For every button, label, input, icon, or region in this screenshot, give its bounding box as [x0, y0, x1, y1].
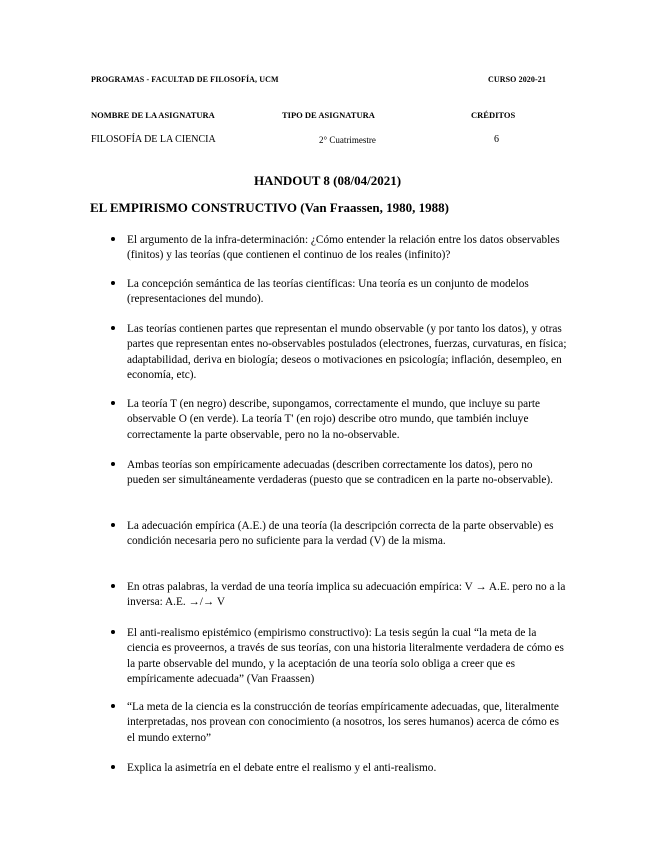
bullet-icon — [111, 237, 115, 241]
bullet-text: En otras palabras, la verdad de una teoría implica su adecuación empírica: V → A.E. pero no a la inversa: A.E. →/→ V — [127, 581, 566, 609]
label-credits: CRÉDITOS — [471, 110, 516, 120]
bullet-text: “La meta de la ciencia es la construcción de teorías empíricamente adecuadas, que, literalmente interpretadas, nos provean con conocimiento (a nosotros, los seres humanos) acerca de cómo es el mundo externo” — [127, 701, 559, 744]
bullet-text: Explica la asimetría en el debate entre el realismo y el anti-realismo. — [127, 762, 437, 774]
handout-title: HANDOUT 8 (08/04/2021) — [253, 173, 402, 188]
bullet-text: La teoría T (en negro) describe, supongamos, correctamente el mundo, que incluye su parte observable O (en verde). La teoría T' (en rojo) describe otro mundo, que también incluye correctamente la parte observable, pero no la no-observable. — [127, 398, 541, 441]
header-program: PROGRAMAS - FACULTAD DE FILOSOFÍA, UCM — [91, 75, 279, 84]
label-subject-name: NOMBRE DE LA ASIGNATURA — [91, 110, 215, 120]
bullet-icon — [111, 326, 115, 330]
bullet-icon — [111, 765, 115, 769]
bullet-text: Las teorías contienen partes que representan el mundo observable (y por tanto los datos), y otras partes que representan entes no-observables postulados (electrones, fuerzas, curvaturas, en física; adaptabilidad, deriva en biología; deseos o motivaciones en psicología; inflación, desempleo, en economía, etc). — [127, 323, 567, 382]
header-course: CURSO 2020-21 — [488, 75, 546, 84]
bullet-text: Ambas teorías son empíricamente adecuadas (describen correctamente los datos), pero no pueden ser simultáneamente verdaderas (puesto que se contradicen en la parte no-observable). — [127, 459, 553, 487]
bullet-text: El anti-realismo epistémico (empirismo constructivo): La tesis según la cual “la meta de la ciencia es proveernos, a través de sus teorías, con una historia literalmente verdadera de cómo es la parte observable del mundo, y la aceptación de una teoría solo obliga a creer que es empíricamente adecuada” (Van Fraassen) — [127, 627, 564, 686]
value-credits: 6 — [494, 134, 499, 145]
value-subject-type: 2° Cuatrimestre — [319, 135, 376, 145]
bullet-text: La adecuación empírica (A.E.) de una teoría (la descripción correcta de la parte observable) es condición necesaria pero no suficiente para la verdad (V) de la misma. — [127, 520, 554, 548]
value-subject-name: FILOSOFÍA DE LA CIENCIA — [91, 134, 216, 145]
bullet-icon — [111, 401, 115, 405]
label-subject-type: TIPO DE ASIGNATURA — [282, 110, 375, 120]
bullet-icon — [111, 630, 115, 634]
bullet-icon — [111, 462, 115, 466]
bullet-text: La concepción semántica de las teorías científicas: Una teoría es un conjunto de modelos (representaciones del mundo). — [127, 278, 529, 306]
bullet-icon — [111, 281, 115, 285]
bullet-icon — [111, 704, 115, 708]
bullet-text: El argumento de la infra-determinación: ¿Cómo entender la relación entre los datos observables (finitos) y las teorías (que contienen el continuo de los reales (infinito)? — [127, 234, 560, 262]
bullet-icon — [111, 523, 115, 527]
section-title: EL EMPIRISMO CONSTRUCTIVO (Van Fraassen, 1980, 1988) — [90, 200, 449, 215]
bullet-icon — [111, 584, 115, 588]
